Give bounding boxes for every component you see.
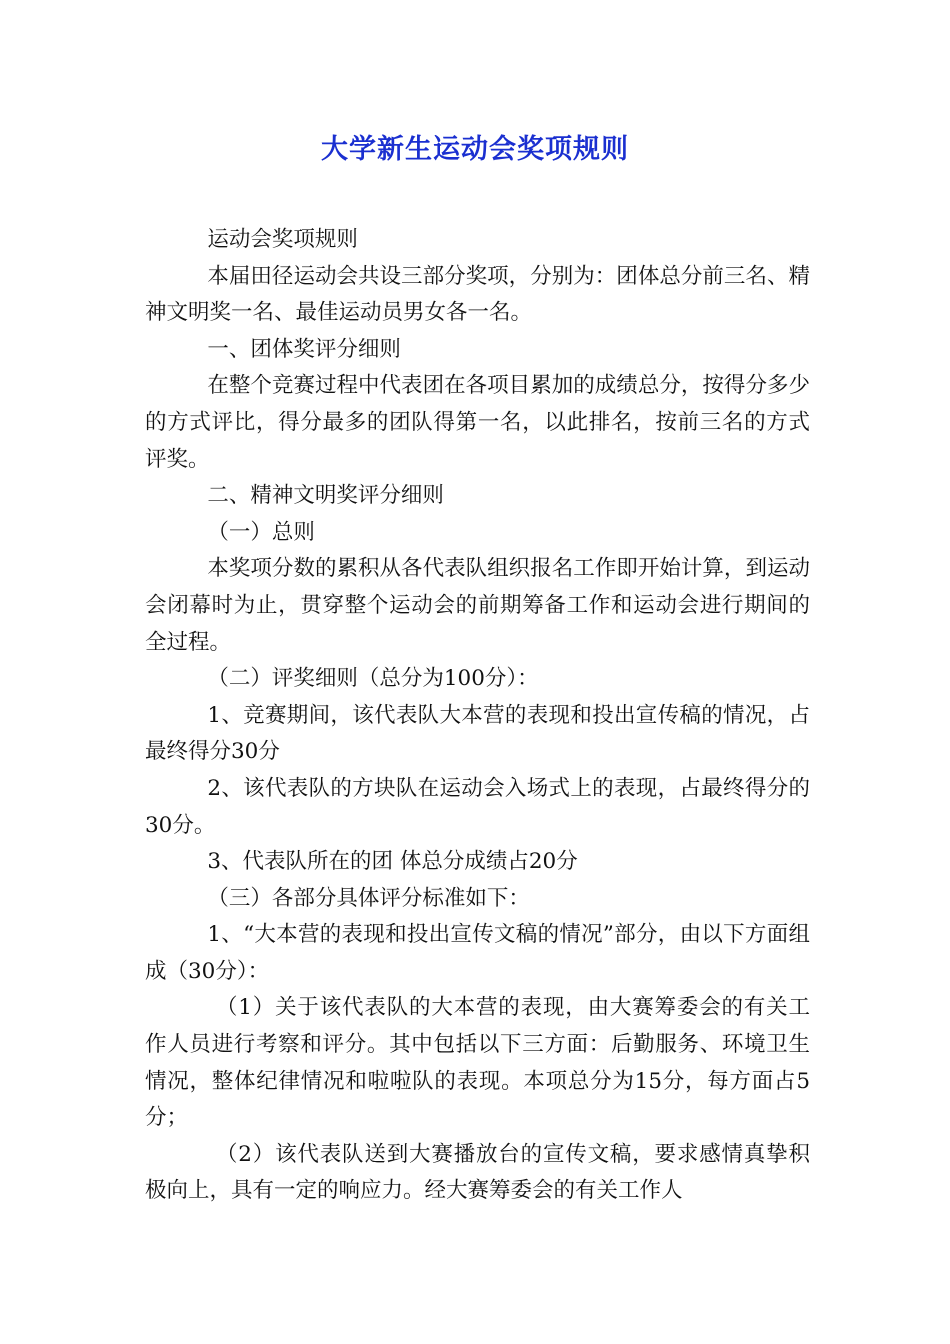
sub-item-1: （1）关于该代表队的大本营的表现，由大赛筹委会的有关工作人员进行考察和评分。其中包括以下三方面：后勤服务、环境卫生情况，整体纪律情况和啦啦队的表现。本项总分为15分，每方面占5分；: [145, 995, 810, 1131]
sub-item-2: （2）该代表队送到大赛播放台的宣传文稿，要求感情真挚积极向上，具有一定的响应力。经大赛筹委会的有关工作人: [145, 1141, 810, 1204]
list-item-3: 3、代表队所在的团 体总分成绩占20分: [207, 849, 578, 875]
list-item-2: 2、该代表队的方块队在运动会入场式上的表现，占最终得分的30分。: [145, 775, 810, 838]
paragraph-intro: 本届田径运动会共设三部分奖项，分别为：团体总分前三名、精神文明奖一名、最佳运动员男女各一名。: [145, 263, 810, 326]
list-item-1: 1、竞赛期间，该代表队大本营的表现和投出宣传稿的情况，占最终得分30分: [145, 702, 810, 765]
paragraph-general: 本奖项分数的累积从各代表队组织报名工作即开始计算，到运动会闭幕时为止，贯穿整个运动会的前期筹备工作和运动会进行期间的全过程。: [145, 556, 810, 655]
subsection-general: （一）总则: [207, 519, 315, 545]
subsection-standards: （三）各部分具体评分标准如下：: [207, 885, 530, 911]
document-title: 大学新生运动会奖项规则: [321, 134, 629, 165]
document-body: [145, 222, 810, 1210]
subsection-rules: （二）评奖细则（总分为100分）：: [207, 666, 539, 692]
section-heading-spirit-award: 二、精神文明奖评分细则: [207, 483, 444, 509]
paragraph-team-award: 在整个竞赛过程中代表团在各项目累加的成绩总分，按得分多少的方式评比，得分最多的团队得第一名，以此排名，按前三名的方式评奖。: [145, 373, 810, 472]
section-heading-team-award: 一、团体奖评分细则: [207, 336, 401, 362]
paragraph-heading: 运动会奖项规则: [207, 227, 358, 252]
list-item-standard-1: 1、“大本营的表现和投出宣传文稿的情况”部分，由以下方面组成（30分）：: [145, 922, 810, 984]
